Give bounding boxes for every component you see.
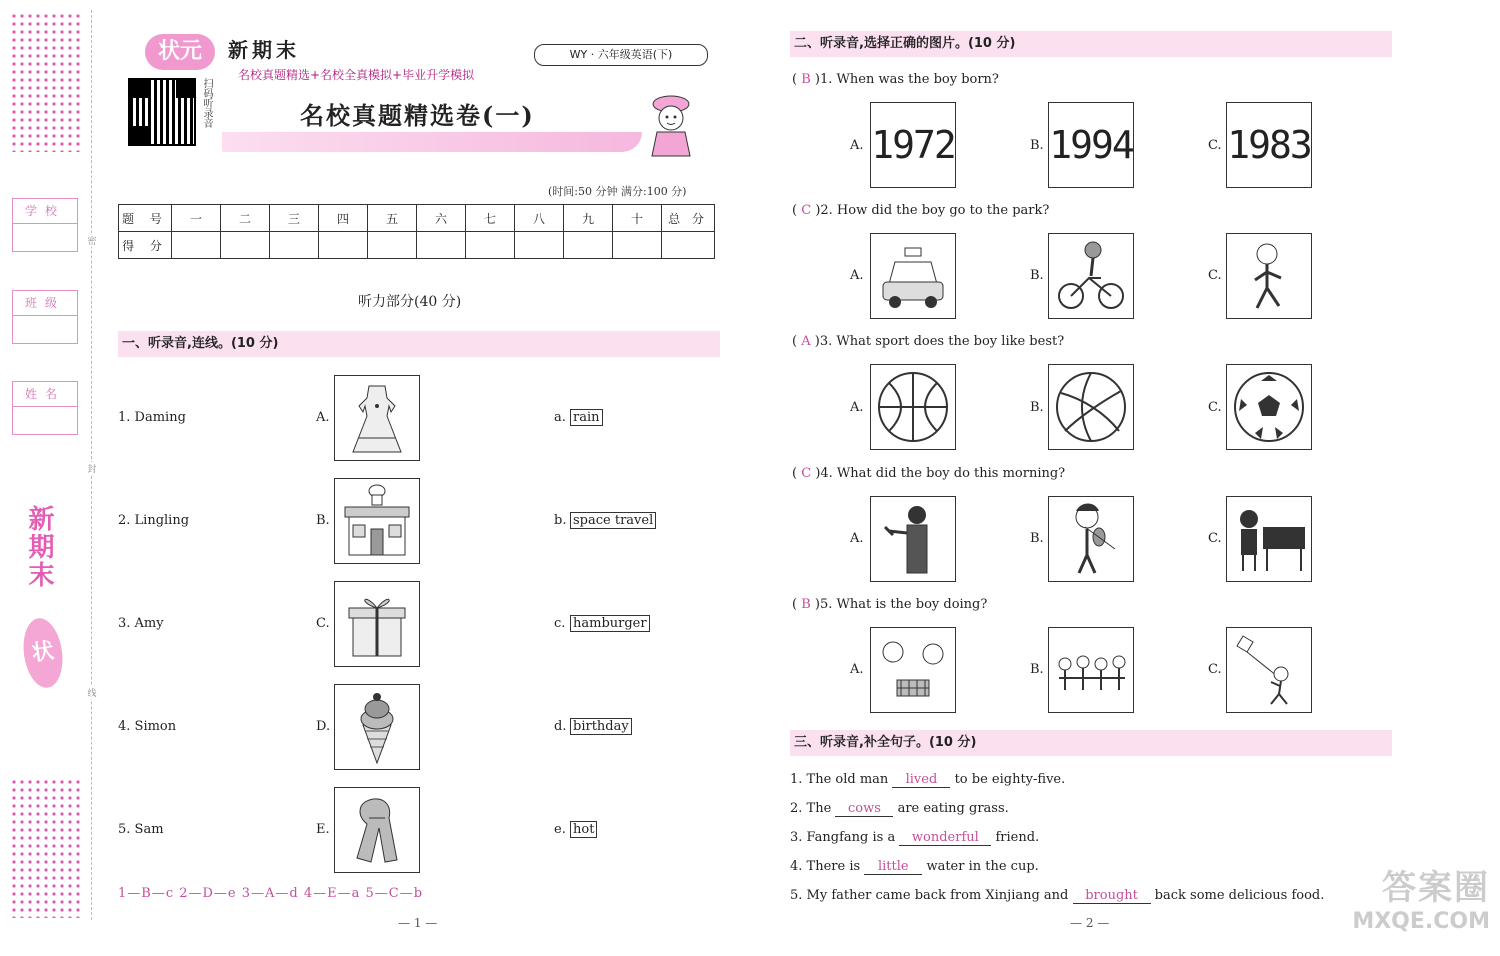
violin-player-image [1048,496,1134,582]
seal-feng: 封 [86,462,98,475]
q4-opt-a: A. [850,531,864,546]
sentence-5 [790,888,1324,904]
watermark-logo [1310,860,1490,950]
brand-title: 新期末 [228,38,300,62]
score-col: 四 [319,205,368,232]
score-cell[interactable] [319,232,368,259]
word-letter-b: b. [554,513,567,528]
decorative-dots-bottom [10,778,82,918]
sentence-1-post: to be eighty-five. [954,772,1066,787]
word-birthday [570,719,632,734]
seal-mi: 密 [86,234,98,247]
pic-letter-c: C. [316,616,330,631]
score-table [118,204,715,259]
sentence-4-pre: 4. There is [790,859,861,874]
scarf-image [334,787,420,873]
score-cell[interactable] [515,232,564,259]
blank-4[interactable]: little [864,859,922,875]
question-5-text: )5. What is the boy doing? [814,597,988,612]
sentence-4-post: water in the cup. [926,859,1039,874]
blank-2[interactable]: cows [835,801,893,817]
q2-opt-b: B. [1030,268,1044,283]
q2-opt-c: C. [1208,268,1222,283]
word-rain [570,410,603,425]
sentence-1 [790,772,1065,788]
kite-boy-image [1226,627,1312,713]
q3-opt-c: C. [1208,400,1222,415]
word-birthday-label: birthday [570,718,632,735]
answer-4: C [801,466,812,481]
school-field[interactable] [12,198,78,252]
q4-opt-c: C. [1208,531,1222,546]
dress-image [334,375,420,461]
score-col: 三 [270,205,319,232]
score-cell[interactable] [564,232,613,259]
sentence-2 [790,801,1009,817]
question-1: ( B )1. When was the boy born? [792,72,999,87]
sentence-5-post: back some delicious food. [1154,888,1325,903]
section2-title: 二、听录音,选择正确的图片。(10 分) [790,31,1392,57]
score-col: 一 [172,205,221,232]
pic-letter-a: A. [316,410,330,425]
pic-letter-d: D. [316,719,331,734]
sentence-2-pre: 2. The [790,801,832,816]
q1-year-c: 1983 [1226,102,1312,188]
word-letter-c: c. [554,616,566,631]
piano-player-image [1226,496,1312,582]
answer-3: A [801,334,811,349]
q5-opt-b: B. [1030,662,1044,677]
score-col: 九 [564,205,613,232]
word-rain-label: rain [570,409,603,426]
word-letter-a: a. [554,410,566,425]
q1-opt-c: C. [1208,138,1222,153]
gift-image [334,581,420,667]
school-label: 学校 [13,199,77,224]
name-field[interactable] [12,381,78,435]
q1-opt-a: A. [850,138,864,153]
decorative-dots-top [10,12,82,152]
sentence-3-pre: 3. Fangfang is a [790,830,896,845]
watermark-line-1: 答案圈 [1382,868,1490,908]
sentence-1-pre: 1. The old man [790,772,889,787]
page-number-right: — 2 — [1070,916,1110,930]
class-label: 班级 [13,291,77,316]
question-4: ( C )4. What did the boy do this morning? [792,466,1066,481]
ice-cream-image [334,684,420,770]
answer-5: B [801,597,811,612]
brand-logo: 状元 [145,34,215,70]
seal-xian: 线 [86,686,98,699]
score-col: 二 [221,205,270,232]
trumpet-player-image [870,496,956,582]
series-subtitle: 名校真题精选+名校全真模拟+毕业升学模拟 [238,68,475,82]
score-col: 八 [515,205,564,232]
time-info: (时间:50 分钟 满分:100 分) [548,185,687,198]
page-number-left: — 1 — [398,916,438,930]
q2-opt-a: A. [850,268,864,283]
word-letter-e: e. [554,822,566,837]
question-2-text: )2. How did the boy go to the park? [815,203,1050,218]
score-cell[interactable] [270,232,319,259]
chess-kids-image [870,627,956,713]
question-3: ( A )3. What sport does the boy like best? [792,334,1065,349]
blank-3[interactable]: wonderful [899,830,991,846]
score-col: 七 [466,205,515,232]
score-cell[interactable] [417,232,466,259]
section1-answer: 1—B—c 2—D—e 3—A—d 4—E—a 5—C—b [118,886,424,901]
score-col: 五 [368,205,417,232]
sentence-4 [790,859,1039,875]
restaurant-image [334,478,420,564]
mascot-icon [640,92,702,158]
grade-badge: WY · 六年级英语(下) [534,44,708,66]
qr-note: 扫码听录音 [201,78,212,128]
class-field[interactable] [12,290,78,344]
name-label: 姓名 [13,382,77,407]
score-col: 六 [417,205,466,232]
q3-opt-a: A. [850,400,864,415]
q1-opt-b: B. [1030,138,1044,153]
question-1-text: )1. When was the boy born? [814,72,999,87]
person-1: 1. Daming [118,410,186,425]
score-cell[interactable] [466,232,515,259]
football-image [1226,364,1312,450]
person-2: 2. Lingling [118,513,190,528]
section3-title: 三、听录音,补全句子。(10 分) [790,730,1392,756]
answer-2: C [801,203,812,218]
question-3-text: )3. What sport does the boy like best? [814,334,1065,349]
listening-title: 听力部分(40 分) [358,294,462,310]
question-5: ( B )5. What is the boy doing? [792,597,988,612]
q1-year-b: 1994 [1048,102,1134,188]
sentence-2-post: are eating grass. [897,801,1009,816]
decorative-swoosh [222,132,642,152]
qr-code-icon[interactable] [128,78,196,146]
word-space-travel [570,513,656,528]
q1-year-a: 1972 [870,102,956,188]
score-header-row [119,205,715,232]
score-row-label: 得 分 [119,232,172,259]
pic-letter-e: E. [316,822,330,837]
score-cell[interactable] [613,232,662,259]
blank-5[interactable]: brought [1073,888,1151,904]
section1-title: 一、听录音,连线。(10 分) [118,331,720,357]
word-space-travel-label: space travel [570,512,656,529]
watermark-line-2: MXQE.COM [1352,909,1490,934]
basketball-image [870,364,956,450]
score-cell[interactable] [662,232,715,259]
taxi-image [870,233,956,319]
score-col-label: 题 号 [119,205,172,232]
person-5: 5. Sam [118,822,164,837]
q5-opt-a: A. [850,662,864,677]
sentence-3-post: friend. [995,830,1040,845]
word-hot-label: hot [570,821,597,838]
q3-opt-b: B. [1030,400,1044,415]
word-hot [570,822,597,837]
answer-1: B [801,72,811,87]
score-col-total: 总 分 [662,205,715,232]
sentence-3 [790,830,1039,846]
score-value-row [119,232,715,259]
pic-letter-b: B. [316,513,330,528]
sentence-5-pre: 5. My father came back from Xinjiang and [790,888,1069,903]
q5-opt-c: C. [1208,662,1222,677]
dancing-kids-image [1048,627,1134,713]
score-cell[interactable] [172,232,221,259]
question-2: ( C )2. How did the boy go to the park? [792,203,1050,218]
brand-badge-side: 状元 [19,616,66,691]
score-cell[interactable] [368,232,417,259]
person-3: 3. Amy [118,616,164,631]
paper-title: 名校真题精选卷(一) [300,101,535,130]
word-hamburger [570,616,650,631]
score-col: 十 [613,205,662,232]
blank-1[interactable]: lived [892,772,950,788]
walking-boy-image [1226,233,1312,319]
word-letter-d: d. [554,719,567,734]
q4-opt-b: B. [1030,531,1044,546]
score-cell[interactable] [221,232,270,259]
person-4: 4. Simon [118,719,177,734]
word-hamburger-label: hamburger [570,615,650,632]
volleyball-image [1048,364,1134,450]
bike-image [1048,233,1134,319]
brand-vertical: 新期末 [24,505,54,589]
question-4-text: )4. What did the boy do this morning? [815,466,1066,481]
